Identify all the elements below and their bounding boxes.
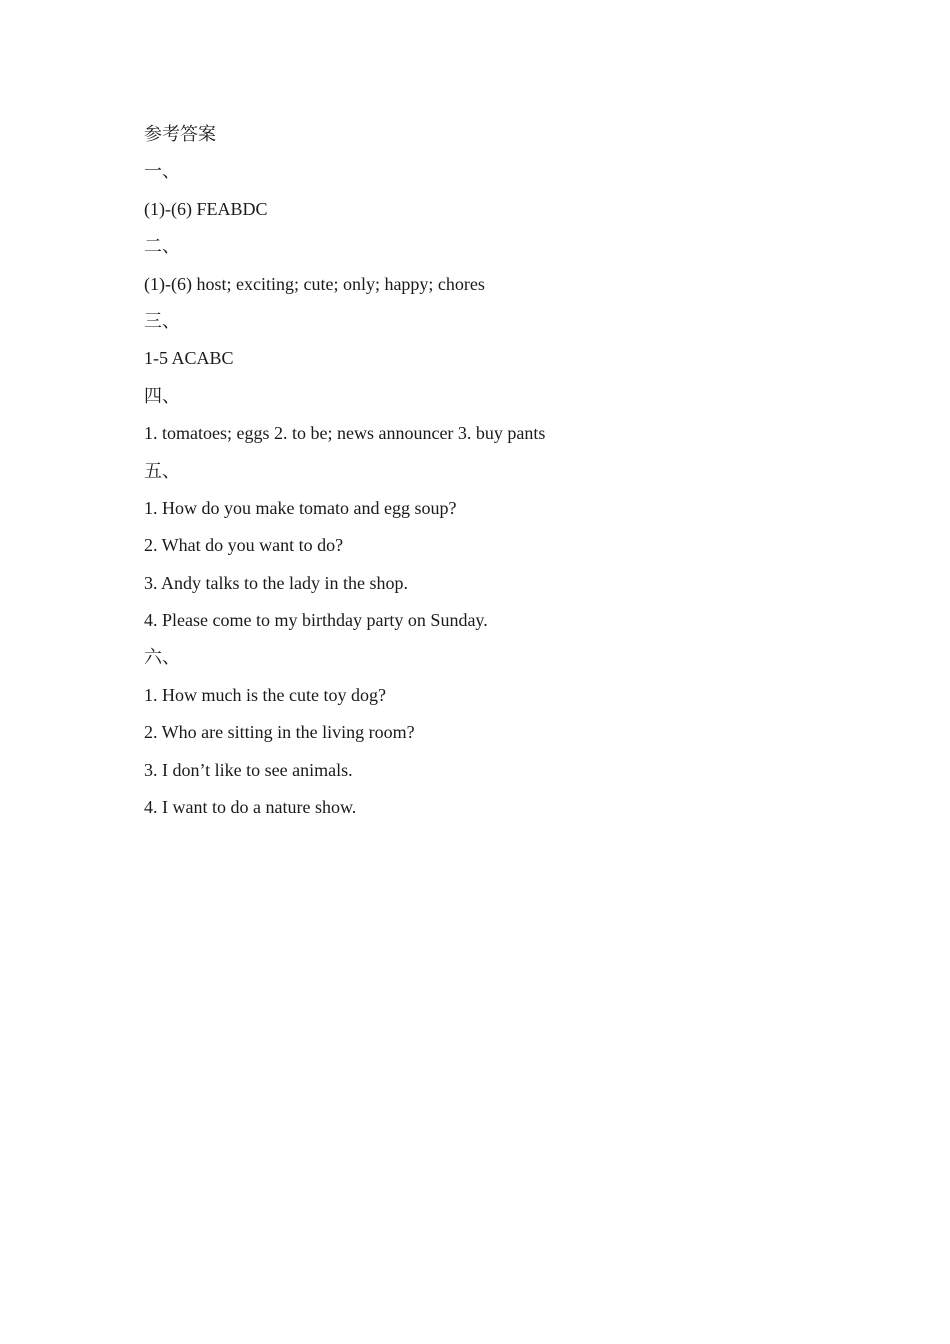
answer-line: (1)-(6) FEABDC <box>144 198 268 219</box>
answer-line: 2. What do you want to do? <box>144 535 344 556</box>
answer-line: (1)-(6) host; exciting; cute; only; happy; chores <box>144 273 485 294</box>
section-heading: 五、 <box>144 460 180 481</box>
section-heading: 二、 <box>144 236 180 257</box>
section-heading: 一、 <box>144 161 180 182</box>
answer-line: 1-5 ACABC <box>144 348 234 369</box>
section-heading: 三、 <box>144 310 180 331</box>
section-heading: 六、 <box>144 647 180 668</box>
document-title: 参考答案 <box>144 124 216 144</box>
answer-line: 2. Who are sitting in the living room? <box>144 722 415 743</box>
answer-line: 3. I don’t like to see animals. <box>144 759 353 780</box>
answer-line: 4. Please come to my birthday party on Sunday. <box>144 610 488 631</box>
answer-line: 1. tomatoes; eggs 2. to be; news announcer 3. buy pants <box>144 423 546 444</box>
answer-line: 1. How do you make tomato and egg soup? <box>144 497 457 518</box>
answer-key <box>144 120 844 830</box>
answer-line: 1. How much is the cute toy dog? <box>144 684 386 705</box>
answer-line: 4. I want to do a nature show. <box>144 797 357 818</box>
answer-line: 3. Andy talks to the lady in the shop. <box>144 572 408 593</box>
section-heading: 四、 <box>144 385 180 406</box>
